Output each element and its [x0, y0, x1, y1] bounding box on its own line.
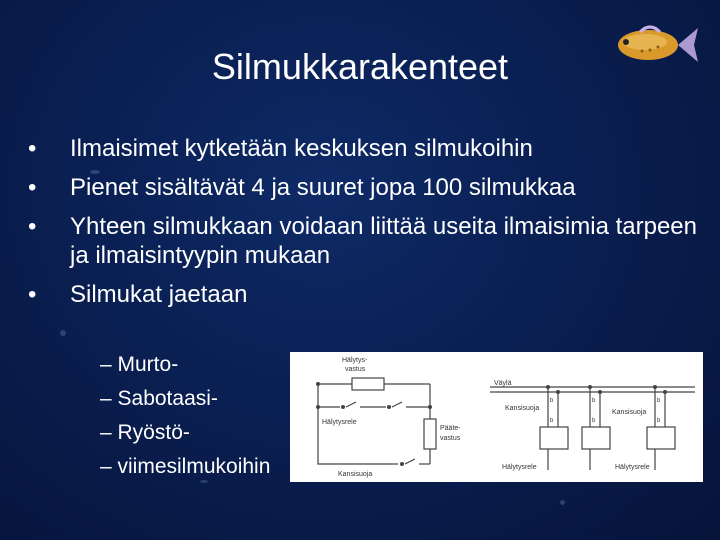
label-b: b: [550, 398, 554, 404]
bullet-dot: •: [28, 281, 37, 308]
label-b: b: [592, 398, 596, 404]
label-b: b: [550, 418, 554, 424]
label-kansisuoja-mid: Kansisuoja: [505, 405, 540, 412]
bullet-item: [28, 212, 698, 270]
label-kansisuoja-left: Kansisuoja: [338, 471, 373, 478]
bullet-list: [28, 134, 698, 319]
slide-title: Silmukkarakenteet: [211, 46, 509, 87]
label-paatevastus: Pääte-: [440, 425, 461, 432]
sub-bullet-item: – viimesilmukoihin: [100, 455, 271, 478]
label-b: b: [657, 418, 661, 424]
sub-bullet-item: – Sabotaasi-: [100, 387, 218, 410]
label-vayla: Väylä: [494, 380, 512, 387]
bullet-item: [28, 280, 698, 309]
background-speck: [60, 330, 66, 336]
bullet-text: Yhteen silmukkaan voidaan liittää useita ilmaisimia tarpeen ja ilmaisintyypin mukaan: [70, 213, 697, 269]
label-halytysrele-right: Hälytysrele: [615, 464, 650, 471]
label-paatevastus-2: vastus: [440, 435, 461, 442]
label-b: b: [592, 418, 596, 424]
bullet-item: [28, 134, 698, 163]
label-b: b: [657, 398, 661, 404]
bullet-text: Silmukat jaetaan: [70, 281, 248, 308]
bullet-text: Ilmaisimet kytketään keskuksen silmukoihin: [70, 135, 533, 162]
bullet-text: Pienet sisältävät 4 ja suuret jopa 100 silmukkaa: [70, 174, 576, 201]
bullet-dot: •: [28, 213, 37, 240]
alarm-loop-diagram: [290, 352, 703, 482]
label-halytysrele-left: Hälytysrele: [322, 419, 357, 426]
label-halytysrele-mid: Hälytysrele: [502, 464, 537, 471]
bullet-item: [28, 173, 698, 202]
sub-bullet-list: [100, 352, 270, 488]
bullet-dot: •: [28, 174, 37, 201]
sub-bullet-item: – Murto-: [100, 353, 179, 376]
background-speck: [560, 500, 565, 505]
sub-bullet-item: – Ryöstö-: [100, 421, 190, 444]
bullet-dot: •: [28, 135, 37, 162]
label-kansisuoja-right: Kansisuoja: [612, 409, 647, 416]
label-halytysvastus-2: vastus: [345, 366, 366, 373]
label-halytysvastus: Hälytys-: [342, 357, 368, 364]
